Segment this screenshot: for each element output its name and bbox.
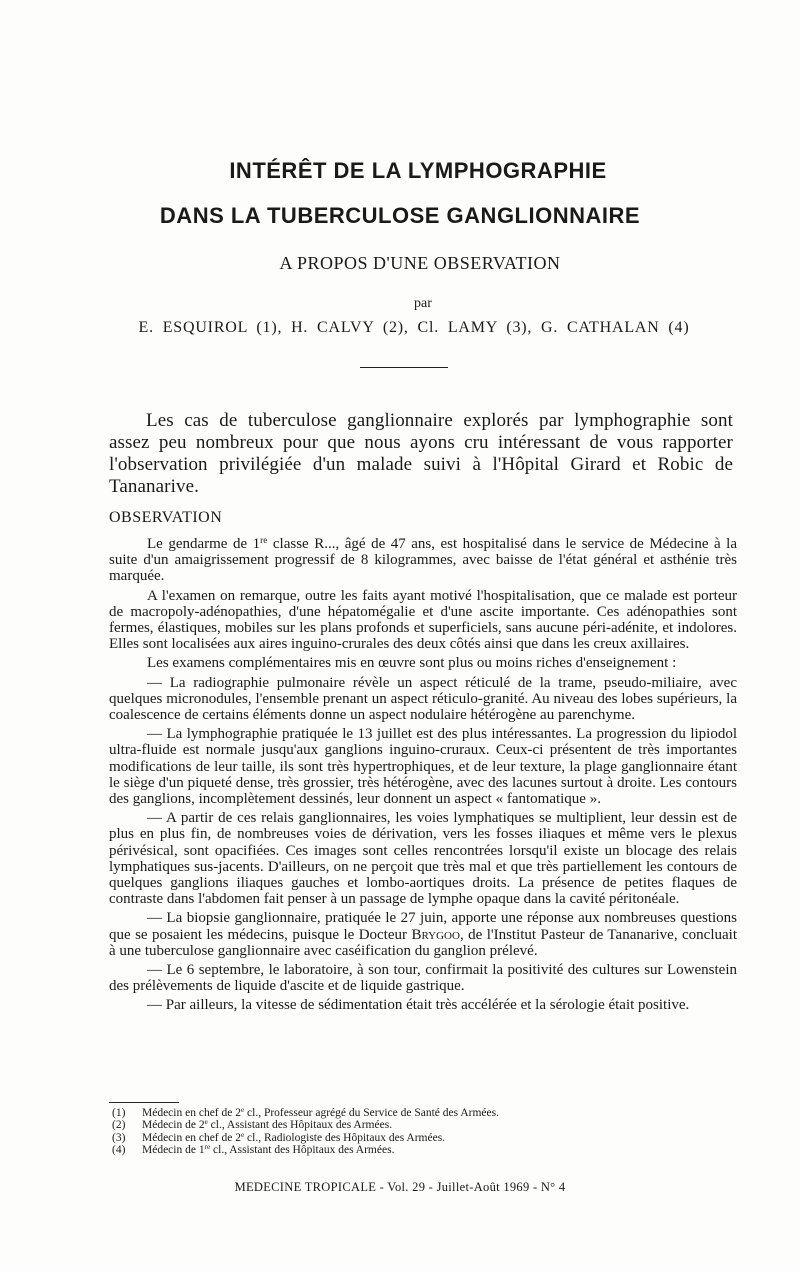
- paragraph: — La lymphographie pratiquée le 13 juillet est des plus intéressantes. La progression du lipiodol ultra-fluide est normale jusqu'aux ganglions inguino-cruraux. Ceux-ci présentent de très importantes modifications de leur taille, ils sont très hypertrophiques, et de leur texture, la plage ganglionnaire étant le siège d'un piqueté dense, très grossier, très hétérogène, avec des lacunes surtout à droite. Les contours des ganglions, incomplètement dessinés, leur donnent un aspect « fantomatique ».: [109, 726, 737, 808]
- paragraph: Les examens complémentaires mis en œuvre sont plus ou moins riches d'enseignement :: [147, 655, 677, 672]
- title-line-1: INTÉRÊT DE LA LYMPHOGRAPHIE: [229, 158, 607, 183]
- paragraph: A l'examen on remarque, outre les faits ayant motivé l'hospitalisation, que ce malade est porteur de macropoly-adénopathies, d'une hépatomégalie et d'une ascite importante. Ces adénopathies sont fermes, élastiques, mobiles sur les plans profonds et superficiels, sans aucune péri-adénite, et indolores. Elles sont localisées aux aires inguino-crurales des deux côtés ainsi que dans les creux axillaires.: [109, 587, 737, 653]
- section-heading-observation: OBSERVATION: [109, 509, 223, 526]
- by-line: par: [414, 296, 432, 311]
- paragraph: Le gendarme de 1re classe R..., âgé de 47 ans, est hospitalisé dans le service de Médecine à la suite d'un amaigrissement progressif de 8 kilogrammes, avec baisse de l'état général et asthénie très marquée.: [109, 535, 737, 585]
- footnote: (2) Médecin de 2e cl., Assistant des Hôpitaux des Armées.: [112, 1118, 393, 1132]
- footnote: (3) Médecin en chef de 2e cl., Radiologiste des Hôpitaux des Armées.: [112, 1130, 446, 1144]
- title-divider: [360, 367, 448, 368]
- paragraph: — Le 6 septembre, le laboratoire, à son tour, confirmait la positivité des cultures sur Lowenstein des prélèvements de liquide d'ascite et de liquide gastrique.: [109, 962, 737, 995]
- paragraph: — La radiographie pulmonaire révèle un aspect réticulé de la trame, pseudo-miliaire, avec quelques micronodules, l'ensemble prenant un aspect réticulo-granité. Au niveau des lobes supérieurs, la coalescence de certains éléments donne un aspect nodulaire hétérogène au parenchyme.: [109, 674, 737, 724]
- paragraph: — Par ailleurs, la vitesse de sédimentation était très accélérée et la sérologie était positive.: [147, 997, 690, 1014]
- footnote-divider: [109, 1102, 179, 1103]
- footnote: (4) Médecin de 1re cl., Assistant des Hôpitaux des Armées.: [112, 1142, 395, 1156]
- subtitle: A PROPOS D'UNE OBSERVATION: [279, 253, 561, 273]
- journal-citation: MEDECINE TROPICALE - Vol. 29 - Juillet-Août 1969 - N° 4: [234, 1180, 566, 1194]
- footnote: (1) Médecin en chef de 2e cl., Professeur agrégé du Service de Santé des Armées.: [112, 1106, 499, 1119]
- title-line-2: DANS LA TUBERCULOSE GANGLIONNAIRE: [159, 203, 641, 228]
- authors: E. ESQUIROL (1), H. CALVY (2), Cl. LAMY (3), G. CATHALAN (4): [138, 319, 690, 336]
- footnotes: [109, 1107, 737, 1156]
- paragraph: — A partir de ces relais ganglionnaires, les voies lymphatiques se multiplient, leur dessin est de plus en plus fin, de nombreuses voies de dérivation, vers les fosses iliaques et même vers le plexus périvésical, sont opacifiées. Ces images sont celles rencontrées lorsqu'il existe un blocage des relais lymphatiques sus-jacents. D'ailleurs, on ne perçoit que très mal et que très partiellement les contours de quelques ganglions iliaques gauches et lombo-aortiques droits. La présence de petites flaques de contraste dans l'abdomen fait penser à un passage de lymphe opaque dans la cavité péritonéale.: [109, 810, 737, 908]
- intro-paragraph: Les cas de tuberculose ganglionnaire explorés par lymphographie sont assez peu nombreux pour que nous ayons cru intéressant de vous rapporter l'observation privilégiée d'un malade suivi à l'Hôpital Girard et Robic de Tananarive.: [109, 410, 733, 497]
- observation-body: [109, 536, 737, 1017]
- paragraph: — La biopsie ganglionnaire, pratiquée le 27 juin, apporte une réponse aux nombreuses questions que se posaient les médecins, puisque le Docteur Brygoo, de l'Institut Pasteur de Tananarive, concluait à une tuberculose ganglionnaire avec caséification du ganglion prélevé.: [109, 910, 737, 959]
